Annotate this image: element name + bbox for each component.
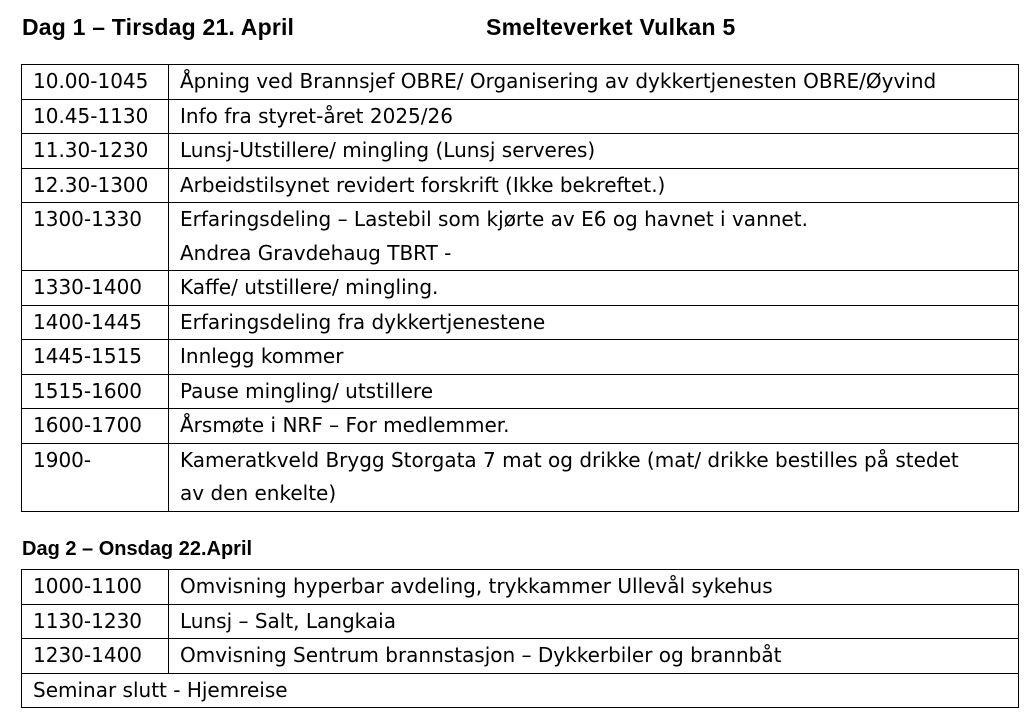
activity-cell: Info fra styret-året 2025/26 (169, 99, 1019, 134)
day1-schedule-table (21, 64, 1019, 512)
time-cell: 1400-1445 (22, 305, 169, 340)
venue-title: Smelteverket Vulkan 5 (486, 14, 736, 40)
schedule-row (22, 604, 1019, 639)
activity-cell: Lunsj – Salt, Langkaia (169, 604, 1019, 639)
closing-row (22, 673, 1019, 708)
schedule-row (22, 305, 1019, 340)
activity-cell: Pause mingling/ utstillere (169, 374, 1019, 409)
time-cell: 1900- (22, 443, 169, 511)
day1-title: Dag 1 – Tirsdag 21. April (22, 14, 295, 40)
activity-cell: Arbeidstilsynet revidert forskrift (Ikke bekreftet.) (169, 168, 1019, 203)
schedule-row (22, 374, 1019, 409)
day2-title: Dag 2 – Onsdag 22.April (22, 538, 253, 560)
day1-header (22, 14, 1022, 46)
time-cell: 12.30-1300 (22, 168, 169, 203)
schedule-row (22, 340, 1019, 375)
activity-cell: Omvisning hyperbar avdeling, trykkammer Ullevål sykehus (169, 570, 1019, 605)
schedule-row (22, 443, 1019, 511)
time-cell: 1300-1330 (22, 203, 169, 271)
schedule-row (22, 271, 1019, 306)
schedule-row (22, 65, 1019, 100)
activity-cell: Lunsj-Utstillere/ mingling (Lunsj serveres) (169, 134, 1019, 169)
time-cell: 1330-1400 (22, 271, 169, 306)
activity-cell: Erfaringsdeling fra dykkertjenestene (169, 305, 1019, 340)
activity-cell: Årsmøte i NRF – For medlemmer. (169, 409, 1019, 444)
schedule-row (22, 168, 1019, 203)
schedule-row (22, 639, 1019, 674)
activity-cell: Erfaringsdeling – Lastebil som kjørte av E6 og havnet i vannet. Andrea Gravdehaug TBRT - (169, 203, 1019, 271)
schedule-row (22, 203, 1019, 271)
time-cell: 1600-1700 (22, 409, 169, 444)
closing-cell: Seminar slutt - Hjemreise (22, 673, 1019, 708)
time-cell: 1445-1515 (22, 340, 169, 375)
activity-cell: Innlegg kommer (169, 340, 1019, 375)
schedule-row (22, 570, 1019, 605)
time-cell: 11.30-1230 (22, 134, 169, 169)
schedule-row (22, 409, 1019, 444)
schedule-row (22, 134, 1019, 169)
activity-cell: Åpning ved Brannsjef OBRE/ Organisering av dykkertjenesten OBRE/Øyvind (169, 65, 1019, 100)
activity-cell: Kaffe/ utstillere/ mingling. (169, 271, 1019, 306)
time-cell: 10.45-1130 (22, 99, 169, 134)
day2-schedule-table (21, 569, 1019, 708)
schedule-row (22, 99, 1019, 134)
activity-cell: Kameratkveld Brygg Storgata 7 mat og drikke (mat/ drikke bestilles på stedet av den enkelte) (169, 443, 1019, 511)
time-cell: 1000-1100 (22, 570, 169, 605)
time-cell: 10.00-1045 (22, 65, 169, 100)
activity-cell: Omvisning Sentrum brannstasjon – Dykkerbiler og brannbåt (169, 639, 1019, 674)
time-cell: 1515-1600 (22, 374, 169, 409)
time-cell: 1230-1400 (22, 639, 169, 674)
time-cell: 1130-1230 (22, 604, 169, 639)
